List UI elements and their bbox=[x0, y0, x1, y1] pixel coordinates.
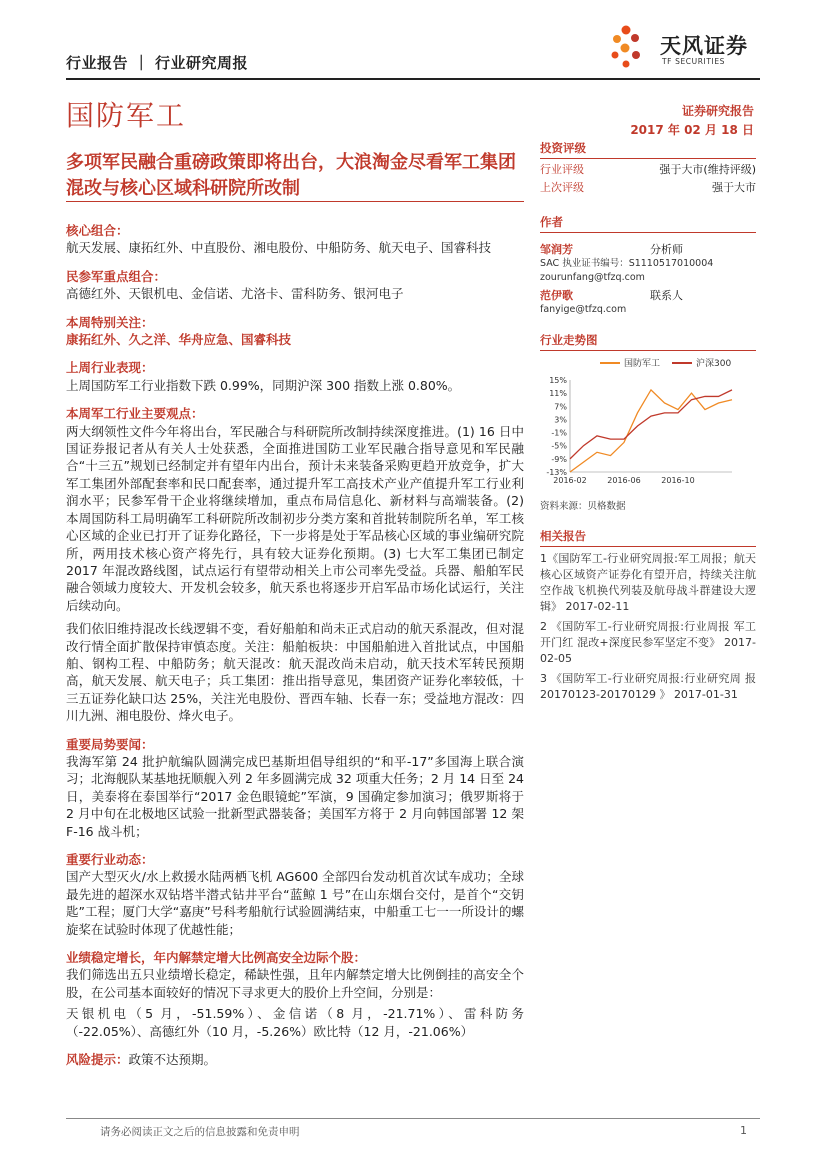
related-report-2[interactable]: 2 《国防军工-行业研究周报:行业周报 军工开门红 混改+深度民参军坚定不变》 2017-02-05 bbox=[540, 620, 756, 665]
performance-text: 上周国防军工行业指数下跌 0.99%，同期沪深 300 指数上涨 0.80%。 bbox=[66, 377, 461, 393]
focus-heading: 本周特别关注： bbox=[66, 314, 154, 330]
y-tick-label: -9% bbox=[551, 454, 567, 464]
industry-rating-label: 行业评级 bbox=[540, 163, 584, 176]
events-text: 我海军第 24 批护航编队圆满完成巴基斯坦倡导组织的“和平-17”多国海上联合演习；北海舰队某基地抚顺舰入列 2 年多圆满完成 32 项重大任务；2 月 14 日至 24 日，美泰将在泰国举行“2017 金色眼镜蛇”军演，9 国确定参加演习；俄罗斯将于 2 月中旬在北极地区试验一批新型武器装备；美国军方将于 2 月向韩国部署 12 架 F-16 战斗机； bbox=[66, 753, 524, 839]
prev-rating-label: 上次评级 bbox=[540, 181, 584, 194]
related-report-1[interactable]: 1《国防军工-行业研究周报:军工周报；航天核心区域资产证券化有望开启，持续关注航空作战飞机换代列装及航母战斗群建设大逻辑》 2017-02-11 bbox=[540, 552, 756, 613]
related-panel bbox=[540, 528, 756, 707]
logo-dot bbox=[622, 26, 631, 35]
authors-heading: 作者 bbox=[540, 214, 756, 233]
logo-dot bbox=[632, 51, 640, 59]
industry-heading: 重要行业动态： bbox=[66, 852, 154, 867]
risk-line bbox=[66, 1051, 524, 1068]
authors-panel bbox=[540, 214, 756, 317]
civil-text: 高德红外、天银机电、金信诺、尤洛卡、雷科防务、银河电子 bbox=[66, 286, 404, 302]
performance-heading: 上周行业表现： bbox=[66, 360, 154, 376]
main-title: 多项军民融合重磅政策即将出台，大浪淘金尽看军工集团混改与核心区域科研院所改制 bbox=[66, 152, 516, 199]
series-line bbox=[570, 390, 732, 459]
risk-heading: 风险提示： bbox=[66, 1052, 129, 1068]
logo-icon bbox=[608, 22, 656, 70]
trend-panel bbox=[540, 332, 756, 351]
report-type: 行业报告 ｜ 行业研究周报 bbox=[66, 54, 248, 72]
legend-label-index: 沪深300 bbox=[696, 359, 732, 369]
author-2-email[interactable]: fanyige@tfzq.com bbox=[540, 304, 627, 315]
sector-title: 国防军工 bbox=[66, 99, 187, 132]
author-2 bbox=[540, 287, 756, 303]
author-1 bbox=[540, 241, 756, 257]
risk-text: 政策不达预期。 bbox=[128, 1052, 217, 1068]
focus-text: 康拓红外、久之洋、华舟应急、国睿科技 bbox=[66, 332, 292, 348]
logo-dot bbox=[623, 61, 630, 68]
chart-lines bbox=[570, 390, 732, 472]
earnings-stocks: 天银机电（5 月，-51.59%）、金信诺（8 月，-21.71%）、雷科防务（-22.05%）、高德红外（10 月，-5.26%）欧比特（12 月，-21.06%） bbox=[66, 1006, 524, 1039]
author-1-sac: SAC 执业证书编号：S1110517010004 bbox=[540, 258, 714, 269]
prev-rating-row bbox=[540, 179, 756, 197]
views-heading: 本周军工行业主要观点： bbox=[66, 406, 204, 422]
views-text: 两大纲领性文件今年将出台，军民融合与科研院所改制持续深度推进。(1) 16 日中国证券报记者从有关人士处获悉，全面推进国防工业军民融合指导意见和军民融合“十三五”规划已经制定并有望年内出台，预计未来装备采购更趋开放竞争，扩大军工集团外部配套率和民口配套率，通过提升军工高技术产业产值提升军工行业利润水平；民参军骨干企业将继续增加，重点布局信息化、新材料与高端装备。(2) 本周国防科工局明确军工科研院所改制初步分类方案和首批转制院所名单，军工核心区域的企业已打开了证券化路径，下一步将是处于军品核心区域的事业编研究院所，两用技术核心资产将先行，具有较大证券化预期。(3) 七大军工集团已制定 2017 年混改路线图，试点运行有望带动相关上市公司率先受益。兵器、船舶军民融合领域力度较大、开发机会较多，航天系也将逐步开启军品市场化试运行，关注后续动向。 bbox=[66, 423, 524, 613]
y-tick-label: -5% bbox=[551, 441, 567, 451]
page-number: 1 bbox=[740, 1124, 747, 1137]
y-tick-label: 7% bbox=[554, 402, 567, 412]
trend-heading: 行业走势图 bbox=[540, 332, 756, 351]
chart-source: 资料来源：贝格数据 bbox=[540, 501, 626, 512]
rating-heading: 投资评级 bbox=[540, 140, 756, 159]
industry-rating-value: 强于大市(维持评级) bbox=[659, 163, 756, 176]
header-divider bbox=[66, 78, 760, 80]
logo-dot bbox=[612, 52, 619, 59]
footer-disclaimer: 请务必阅读正文之后的信息披露和免责申明 bbox=[100, 1126, 300, 1138]
title-divider bbox=[66, 201, 524, 202]
author-2-name: 范伊歌 bbox=[540, 289, 573, 302]
legend-label-sector: 国防军工 bbox=[624, 359, 661, 369]
logo-subtitle: TF SECURITIES bbox=[662, 57, 726, 66]
main-body bbox=[66, 222, 524, 1068]
logo-dot bbox=[631, 34, 639, 42]
footer-divider bbox=[66, 1118, 760, 1119]
report-kind: 证券研究报告 bbox=[681, 104, 754, 118]
earnings-text: 我们筛选出五只业绩增长稳定，稀缺性强，且年内解禁定增大比例倒挂的高安全个股，在公司基本面较好的情况下寻求更大的股价上升空间，分别是： bbox=[66, 967, 524, 1000]
y-tick-label: -13% bbox=[546, 468, 567, 477]
x-tick-label: 2016-06 bbox=[607, 476, 641, 485]
y-tick-label: 15% bbox=[549, 376, 567, 385]
logo-name: 天风证券 bbox=[660, 34, 748, 58]
related-report-3[interactable]: 3 《国防军工-行业研究周报:行业研究周 报 20170123-20170129 》 2017-01-31 bbox=[540, 672, 756, 701]
y-tick-label: 11% bbox=[549, 389, 567, 399]
author-2-role: 联系人 bbox=[650, 289, 683, 302]
core-text: 航天发展、康拓红外、中直股份、湘电股份、中船防务、航天电子、国睿科技 bbox=[66, 240, 492, 256]
civil-heading: 民参军重点组合： bbox=[66, 268, 167, 284]
industry-rating-row bbox=[540, 161, 756, 179]
events-heading: 重要局势要闻： bbox=[66, 736, 154, 752]
related-heading: 相关报告 bbox=[540, 528, 756, 547]
core-heading: 核心组合： bbox=[66, 223, 129, 238]
trend-chart bbox=[540, 352, 756, 488]
y-tick-label: -1% bbox=[551, 428, 567, 438]
author-1-name: 邹润芳 bbox=[540, 243, 573, 256]
earnings-heading: 业绩稳定增长，年内解禁定增大比例高安全边际个股： bbox=[66, 950, 367, 966]
author-1-role: 分析师 bbox=[650, 243, 683, 256]
logo-dot bbox=[621, 44, 630, 53]
series-line bbox=[570, 390, 732, 472]
rating-panel bbox=[540, 140, 756, 197]
author-1-email[interactable]: zourunfang@tfzq.com bbox=[540, 272, 645, 283]
views-text-2: 我们依旧维持混改长线逻辑不变，看好船舶和尚未正式启动的航天系混改，但对混改行情全面扩散保持审慎态度。关注：船舶板块：中国船舶进入首批试点，中国船舶、钢构工程、中船防务；航天混改：航天混改尚未启动，航天技术军转民预期高，航天发展、航天电子；兵工集团：推出指导意见，集团资产证券化率较低，十三五证券化缺口达 25%，关注光电股份、晋西车轴、长春一东；受益地方混改：四川九洲、湘电股份、烽火电子。 bbox=[66, 621, 524, 724]
y-tick-label: 3% bbox=[554, 415, 567, 425]
prev-rating-value: 强于大市 bbox=[712, 181, 756, 194]
industry-text: 国产大型灭火/水上救援水陆两栖飞机 AG600 全部四台发动机首次试车成功；全球最先进的超深水双钻塔半潜式钻井平台“蓝鲸 1 号”在山东烟台交付，是首个“交钥匙”工程；厦门大学“嘉庚”号科考船航行试验圆满结束，中船重工七一一所设计的螺旋桨在试验时体现了优越性能； bbox=[66, 869, 524, 937]
report-date: 2017 年 02 月 18 日 bbox=[630, 123, 754, 137]
x-tick-label: 2016-10 bbox=[661, 476, 695, 485]
x-tick-label: 2016-02 bbox=[553, 476, 587, 485]
logo-dot bbox=[613, 35, 621, 43]
